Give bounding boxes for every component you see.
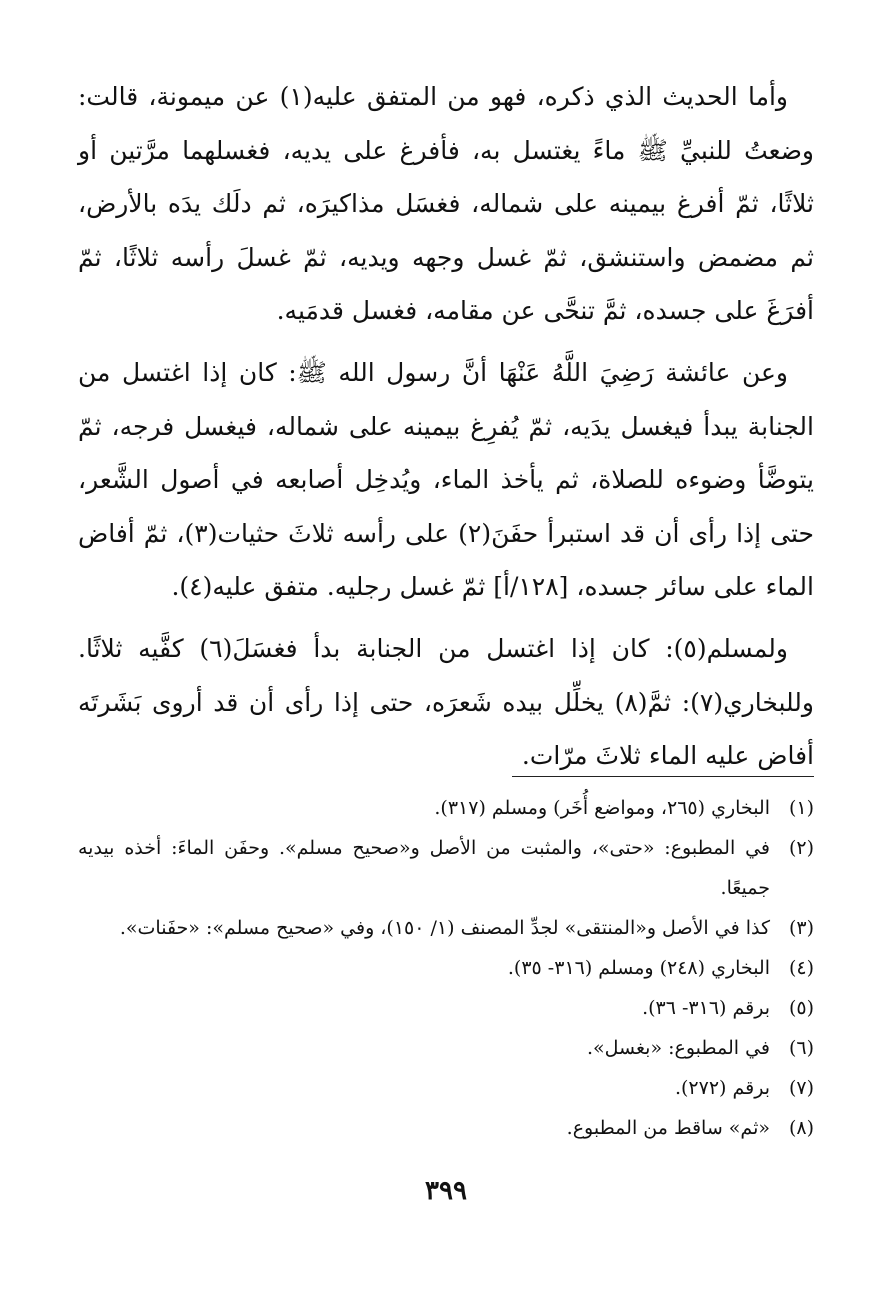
footnote xyxy=(78,988,814,1028)
footnote xyxy=(78,828,814,908)
footnote xyxy=(78,788,814,828)
footnote-text: في المطبوع: «حتى»، والمثبت من الأصل و«صحيح مسلم». وحفَن الماءَ: أخذه بيديه جميعًا. xyxy=(78,837,770,899)
paragraph-2: وعن عائشة رَضِيَ اللَّهُ عَنْهَا أنَّ رسول الله ﷺ: كان إذا اغتسل من الجنابة يبدأ فيغسل يدَيه، ثمّ يُفرِغ بيمينه على شماله، فيغسل فرجه، ثمّ يتوضَّأ وضوءه للصلاة، ثم يأخذ الماء، ويُدخِل أصابعه في أصول الشَّعر، حتى إذا رأى أن قد استبرأ حفَنَ(٢) على رأسه ثلاثَ حثيات(٣)، ثمّ أفاض الماء على سائر جسده، [١٢٨/أ] ثمّ غسل رجليه. متفق عليه(٤). xyxy=(78,357,815,602)
footnote-number: (٢) xyxy=(788,837,814,859)
main-text xyxy=(78,70,814,791)
footnote-text: في المطبوع: «بغسل». xyxy=(586,1037,770,1059)
footnote xyxy=(78,1028,814,1068)
footnote-number: (٧) xyxy=(788,1077,814,1099)
footnote-number: (٦) xyxy=(788,1037,814,1059)
footnote-text: البخاري (٢٤٨) ومسلم (٣١٦- ٣٥). xyxy=(507,957,770,979)
paragraph-3: ولمسلم(٥): كان إذا اغتسل من الجنابة بدأ فغسَلَ(٦) كفَّيه ثلاثًا. وللبخاري(٧): ثمَّ(٨) يخلِّل بيده شَعرَه، حتى إذا رأى أن قد أروى بَشَرتَه أفاض عليه الماء ثلاثَ مرّات. xyxy=(78,633,814,771)
page-number: ٣٩٩ xyxy=(425,1176,467,1206)
paragraph-1: وأما الحديث الذي ذكره، فهو من المتفق عليه(١) عن ميمونة، قالت: وضعتُ للنبيِّ ﷺ ماءً يغتسل به، فأفرغ على يديه، فغسلهما مرَّتين أو ثلاثًا، ثمّ أفرغ بيمينه على شماله، فغسَل مذاكيرَه، ثم دلَك يدَه بالأرض، ثم مضمض واستنشق، ثمّ غسل وجهه ويديه، ثمّ غسلَ رأسه ثلاثًا، ثمّ أفرَغَ على جسده، ثمَّ تنحَّى عن مقامه، فغسل قدمَيه. xyxy=(78,82,814,326)
footnotes xyxy=(78,788,814,1148)
footnote xyxy=(78,1068,814,1108)
footnote-text: برقم (٢٧٢). xyxy=(674,1077,770,1099)
footnote-separator xyxy=(512,776,814,777)
footnote xyxy=(78,908,814,948)
footnote-text: «ثم» ساقط من المطبوع. xyxy=(566,1117,770,1139)
footnote-number: (١) xyxy=(788,797,814,819)
footnote-number: (٥) xyxy=(788,997,814,1019)
footnote xyxy=(78,948,814,988)
footnote xyxy=(78,1108,814,1148)
footnote-text: برقم (٣١٦- ٣٦). xyxy=(642,997,770,1019)
footnote-text: البخاري (٢٦٥، ومواضع أُخَر) ومسلم (٣١٧). xyxy=(434,797,770,819)
footnote-number: (٣) xyxy=(788,917,814,939)
footnote-number: (٨) xyxy=(788,1117,814,1139)
footnote-number: (٤) xyxy=(788,957,814,979)
footnote-text: كذا في الأصل و«المنتقى» لجدِّ المصنف (١/ ١٥٠)، وفي «صحيح مسلم»: «حفَنات». xyxy=(119,917,770,939)
